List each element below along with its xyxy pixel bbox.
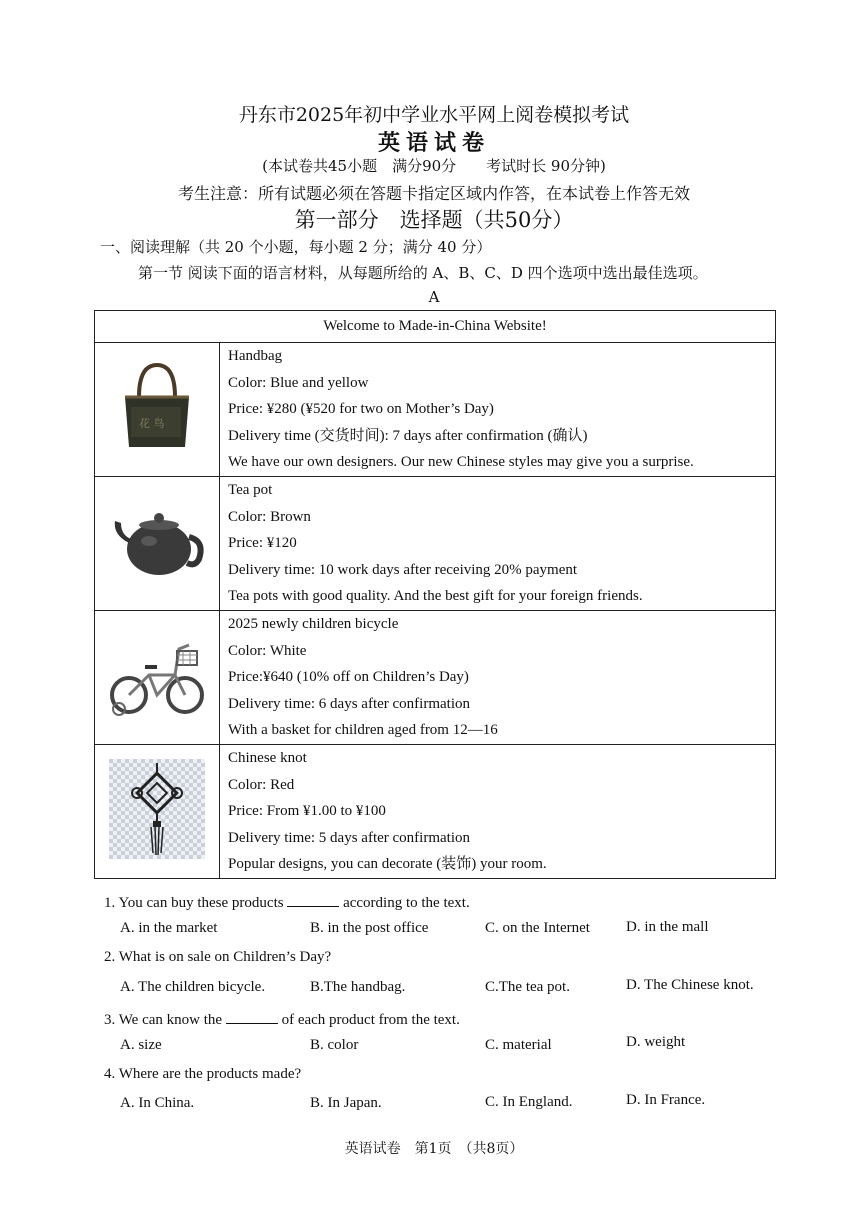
question-4 [104, 1066, 301, 1083]
question-stem: 3. We can know the [104, 1012, 223, 1028]
table-row [95, 611, 776, 745]
exam-info: (本试卷共45小题 满分90分 考试时长 90分钟) [262, 157, 606, 175]
option-b: B. In Japan. [310, 1095, 382, 1111]
option-a: A. size [120, 1037, 162, 1053]
option-d: D. In France. [626, 1092, 706, 1108]
passage-label: A [428, 288, 440, 306]
option-a: A. In China. [120, 1095, 195, 1111]
answer-blank [226, 1008, 278, 1024]
product-price: Price: ¥280 (¥520 for two on Mother’s Day) [228, 401, 494, 418]
option-b: B.The handbag. [310, 979, 406, 995]
product-note: Tea pots with good quality. And the best gift for your foreign friends. [228, 588, 643, 605]
exam-title: 丹东市2025年初中学业水平网上阅卷模拟考试 [238, 104, 630, 126]
section-heading: 一、阅读理解（共 20 个小题，每小题 2 分；满分 40 分） [100, 238, 492, 256]
handbag-image [95, 343, 220, 477]
table-row [95, 343, 776, 477]
svg-text:花 鸟: 花 鸟 [139, 417, 165, 430]
option-b: B. in the post office [310, 920, 429, 936]
product-name: Handbag [228, 348, 283, 364]
question-stem-end: according to the text. [343, 895, 470, 911]
question-stem: 1. You can buy these products [104, 895, 284, 911]
product-color: Color: Blue and yellow [228, 374, 369, 391]
product-delivery: Delivery time: 6 days after confirmation [228, 695, 470, 712]
product-name: 2025 newly children bicycle [228, 616, 399, 632]
product-delivery: Delivery time: 10 work days after receiving 20% payment [228, 561, 578, 578]
product-delivery: Delivery time: 5 days after confirmation [228, 829, 470, 846]
option-c: C. on the Internet [485, 920, 590, 936]
product-price: Price:¥640 (10% off on Children’s Day) [228, 669, 469, 686]
table-row [95, 745, 776, 879]
product-price: Price: ¥120 [228, 535, 297, 552]
page-footer: 英语试卷 第1页 （共8页） [344, 1141, 524, 1157]
part-title: 第一部分 选择题（共50分） [294, 208, 574, 232]
product-name: Tea pot [228, 482, 273, 498]
section-instruction: 第一节 阅读下面的语言材料，从每题所给的 A、B、C、D 四个选项中选出最佳选项。 [138, 264, 708, 282]
question-1 [104, 891, 470, 912]
product-color: Color: Red [228, 776, 295, 793]
table-row [95, 477, 776, 611]
product-note: We have our own designers. Our new Chinese styles may give you a surprise. [228, 454, 694, 471]
product-table [94, 310, 776, 879]
product-note: With a basket for children aged from 12—16 [228, 722, 498, 739]
product-color: Color: Brown [228, 508, 311, 525]
chinese-knot-image [95, 745, 220, 879]
option-c: C. material [485, 1037, 552, 1053]
table-title: Welcome to Made-in-China Website! [95, 311, 776, 343]
option-a: A. The children bicycle. [120, 979, 266, 995]
question-2 [104, 949, 331, 966]
option-d: D. in the mall [626, 919, 709, 935]
question-3 [104, 1008, 460, 1029]
product-name: Chinese knot [228, 750, 307, 766]
question-stem: 2. What is on sale on Children’s Day? [104, 949, 332, 965]
subject-title: 英语试卷 [377, 130, 490, 156]
option-c: C. In England. [485, 1094, 573, 1110]
option-a: A. in the market [120, 920, 218, 936]
option-b: B. color [310, 1037, 359, 1053]
teapot-image [95, 477, 220, 611]
option-d: D. weight [626, 1034, 686, 1050]
question-stem: 4. Where are the products made? [104, 1066, 302, 1082]
product-price: Price: From ¥1.00 to ¥100 [228, 803, 386, 820]
product-note: Popular designs, you can decorate (装饰) your room. [228, 856, 547, 873]
question-stem-end: of each product from the text. [281, 1012, 460, 1028]
bicycle-image [95, 611, 220, 745]
option-c: C.The tea pot. [485, 979, 570, 995]
product-color: Color: White [228, 642, 307, 659]
product-delivery: Delivery time (交货时间): 7 days after confirmation (确认) [228, 427, 588, 444]
exam-notice: 考生注意：所有试题必须在答题卡指定区域内作答，在本试卷上作答无效 [177, 184, 690, 203]
option-d: D. The Chinese knot. [626, 977, 754, 993]
answer-blank [287, 891, 339, 907]
